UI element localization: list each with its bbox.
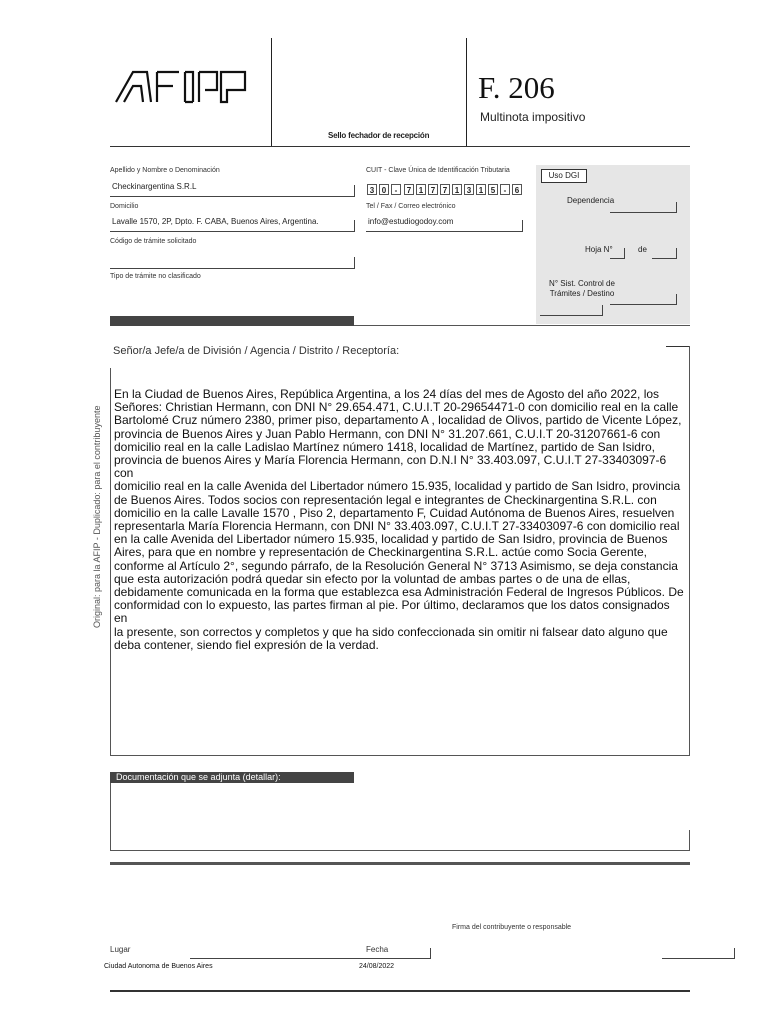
documentation-label: Documentación que se adjunta (detallar): — [116, 772, 281, 782]
name-value[interactable]: Checkinargentina S.R.L — [112, 182, 197, 191]
name-label: Apellido y Nombre o Denominación — [110, 167, 220, 174]
codigo-label: Código de trámite solicitado — [110, 238, 197, 245]
domicilio-label: Domicilio — [110, 203, 139, 210]
header-divider-right — [466, 38, 467, 146]
cuit-digit: 1 — [416, 184, 426, 195]
domicilio-field-line — [110, 220, 355, 232]
lugar-field-line — [190, 948, 431, 959]
letter-line: En la Ciudad de Buenos Aires, República Argentina, a los 24 días del mes de Agosto del año 2022, los — [114, 387, 660, 401]
letter-line: de Buenos Aires. Todos socios con representación legal e integrantes de Checkinargentina S.R.L. con — [114, 492, 657, 507]
cuit-digit: 3 — [367, 184, 377, 195]
control-field-2 — [540, 305, 603, 316]
uso-dgi-box — [541, 169, 587, 183]
letter-line: domicilio real en la calle Avenida del Libertador número 15.935, localidad y partido de San Isidro, provincia — [114, 479, 681, 494]
cuit-digit: 5 — [488, 184, 498, 195]
doc-box-bottom — [110, 850, 690, 851]
cuit-digit: 7 — [428, 184, 438, 195]
tel-field-line — [366, 220, 523, 232]
letter-line: provincia de Buenos Aires y Juan Pablo Hermann, con DNI N° 31.207.661, C.U.I.T 20-31207661-6 con — [114, 426, 661, 441]
letter-line: domicilio en la calle Lavalle 1570 , Piso 2, departamento F, Cuidad Autónoma de Buenos Aires, resuelven — [114, 505, 675, 520]
letter-line: que esta autorización podrá quedar sin efecto por la voluntad de ambas partes o de una de ellas, — [114, 571, 631, 586]
letter-line: conformidad con lo expuesto, las partes firman al pie. Por último, declaramos que los datos consignados en — [114, 598, 670, 626]
cuit-digit: - — [391, 184, 401, 195]
letter-line: deba contener, siendo fiel expresión de la verdad. — [114, 637, 379, 652]
cuit-digit: 1 — [476, 184, 486, 195]
tel-value[interactable]: info@estudiogodoy.com — [368, 217, 454, 226]
dependencia-label: Dependencia — [567, 196, 615, 205]
letter-box-left — [110, 368, 111, 755]
footer-rule — [110, 862, 690, 865]
de-label: de — [638, 245, 647, 254]
lugar-label: Lugar — [110, 945, 131, 954]
footer-bottom-rule — [110, 990, 690, 992]
domicilio-value[interactable]: Lavalle 1570, 2P, Dpto. F. CABA, Buenos Aires, Argentina. — [112, 217, 319, 226]
codigo-field-line[interactable] — [110, 257, 355, 269]
side-copy-note: Original: para la AFIP - Duplicado: para el contribuyente — [92, 405, 102, 628]
fecha-label: Fecha — [366, 945, 389, 954]
stamp-label: Sello fechador de recepción — [328, 131, 430, 140]
firma-field-line[interactable] — [662, 948, 735, 959]
dependencia-field[interactable] — [610, 202, 677, 213]
cuit-digit: 3 — [464, 184, 474, 195]
control-field[interactable] — [610, 294, 677, 305]
documentation-field[interactable] — [112, 785, 687, 847]
letter-line: en la calle Avenida del Libertador número 15.935, localidad y partido de San Isidro, provincia de Buenos — [114, 532, 668, 547]
letter-line: Señores: Christian Hermann, con DNI N° 29.654.471, C.U.I.T 20-29654471-0 con domicilio real en la calle — [114, 400, 679, 415]
letter-line: domicilio real en la calle Ladislao Martínez número 1418, localidad de Martínez, partido de San Isidro, — [114, 439, 655, 454]
doc-box-right — [689, 830, 690, 850]
section-bar-line — [354, 325, 690, 326]
letter-line: Aires, para que en nombre y representación de Checkinargentina S.R.L. actúe como Socia Gerente, — [114, 545, 647, 560]
name-field-line — [110, 185, 355, 197]
section-bar-dark — [110, 316, 354, 326]
header-bottom-rule — [110, 146, 690, 147]
letter-box-top — [666, 346, 690, 347]
cuit-digit: 1 — [452, 184, 462, 195]
salutation: Señor/a Jefe/a de División / Agencia / Distrito / Receptoría: — [113, 345, 400, 357]
letter-line: debidamente comunicada en la forma que establezca esa Administración Federal de Ingresos Públicos. De — [114, 585, 684, 600]
header-divider-left — [271, 38, 272, 146]
cuit-digit: - — [500, 184, 510, 195]
fecha-value[interactable]: 24/08/2022 — [359, 963, 395, 970]
hoja-field[interactable] — [610, 248, 625, 259]
cuit-digit: 7 — [440, 184, 450, 195]
letter-line: Bartolomé Cruz número 2380, primer piso, departamento A , localidad de Olivos, partido de Vicente López, — [114, 413, 682, 428]
cuit-digit: 7 — [404, 184, 414, 195]
tipo-label: Tipo de trámite no clasificado — [110, 273, 201, 280]
cuit-digit: 6 — [512, 184, 522, 195]
control-label: N° Sist. Control de Trámites / Destino — [549, 279, 615, 298]
de-field[interactable] — [652, 248, 677, 259]
letter-box-bottom — [110, 755, 690, 756]
cuit-digit: 0 — [379, 184, 389, 195]
letter-box-right — [689, 346, 690, 755]
cuit-label: CUIT - Clave Única de Identificación Tributaria — [366, 167, 510, 174]
form-subtitle: Multinota impositivo — [480, 110, 586, 124]
tel-label: Tel / Fax / Correo electrónico — [366, 203, 456, 210]
hoja-label: Hoja N° — [585, 245, 613, 254]
form-code: F. 206 — [478, 70, 555, 105]
letter-line: la presente, son correctos y completos y que ha sido confeccionada sin omitir ni falsear dato alguno que — [114, 624, 668, 639]
lugar-value[interactable]: Ciudad Autonoma de Buenos Aires — [104, 963, 213, 970]
letter-body[interactable] — [114, 388, 686, 652]
letter-line: provincia de buenos Aires y María Florencia Hermann, con D.N.I N° 33.403.097, C.U.I.T 27-33403097-6 con — [114, 453, 667, 481]
afip-logo — [113, 64, 253, 108]
letter-line: representarla María Florencia Hermann, con DNI N° 33.403.097, C.U.I.T 27-33403097-6 con domicilio real — [114, 519, 680, 534]
letter-line: conforme al Artículo 2°, segundo párrafo, de la Resolución General N° 3713 Asimismo, se deja constancia — [114, 558, 678, 573]
documentation-header — [110, 772, 354, 783]
firma-label: Firma del contribuyente o responsable — [452, 924, 572, 931]
uso-dgi-label: Uso DGI — [548, 171, 580, 180]
doc-box-left — [110, 783, 111, 850]
